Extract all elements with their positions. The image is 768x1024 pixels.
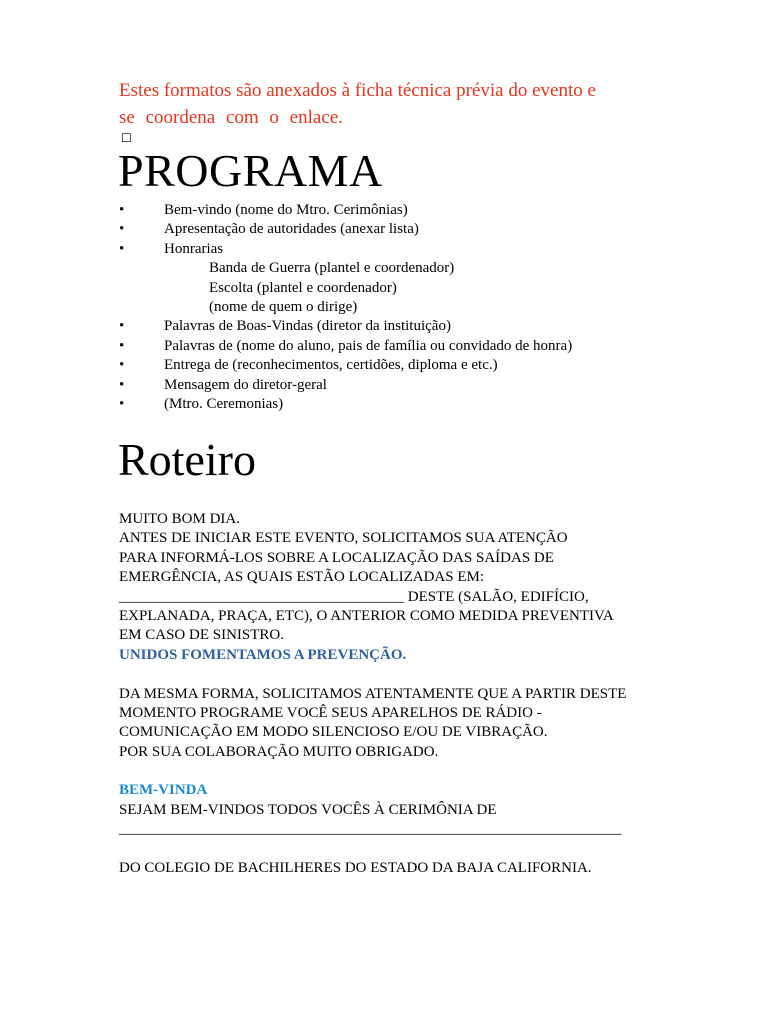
text-line: MUITO BOM DIA. <box>119 511 240 527</box>
roteiro-paragraph-3 <box>119 801 679 840</box>
bullet-icon: • <box>119 357 125 374</box>
programa-item-text: Banda de Guerra (plantel e coordenador) <box>209 260 455 277</box>
programa-item-text: Entrega de (reconhecimentos, certidões, diploma e etc.) <box>164 357 498 374</box>
text-line: SEJAM BEM-VINDOS TODOS VOCÊS À CERIMÔNIA DE <box>119 801 497 818</box>
programa-item-text: (Mtro. Ceremonias) <box>164 396 284 413</box>
bullet-icon: • <box>119 318 125 335</box>
programa-subitem <box>119 298 719 317</box>
programa-subitem <box>119 259 719 278</box>
programa-item <box>119 356 719 375</box>
intro-line-1: Estes formatos são anexados à ficha técnica prévia do evento e <box>119 80 596 101</box>
welcome-highlight: BEM-VINDA <box>119 782 208 799</box>
programa-item <box>119 220 719 239</box>
text-line: EM CASO DE SINISTRO. <box>119 627 285 644</box>
spacer <box>119 840 679 859</box>
bullet-icon: • <box>119 376 125 393</box>
spacer <box>119 665 679 684</box>
placeholder-glyph-icon: ☐ <box>121 131 132 145</box>
programa-item <box>119 395 719 414</box>
bullet-icon: • <box>119 221 125 238</box>
programa-list <box>119 201 719 414</box>
programa-item <box>119 201 719 220</box>
programa-item <box>119 240 719 259</box>
spacer <box>119 762 679 781</box>
text-line: COMUNICAÇÃO EM MODO SILENCIOSO E/OU DE VIBRAÇÃO. <box>119 724 548 741</box>
programa-subitem <box>119 279 719 298</box>
programa-item-text: Palavras de (nome do aluno, pais de família ou convidado de honra) <box>164 337 573 354</box>
programa-heading: PROGRAMA <box>118 145 383 196</box>
bullet-icon: • <box>119 396 125 413</box>
bullet-icon: • <box>119 337 125 354</box>
bullet-icon: • <box>119 202 125 218</box>
intro-note <box>119 77 639 131</box>
prevention-highlight: UNIDOS FOMENTAMOS A PREVENÇÃO. <box>119 646 407 663</box>
programa-item-text: Apresentação de autoridades (anexar lista) <box>164 221 419 238</box>
text-line: ANTES DE INICIAR ESTE EVENTO, SOLICITAMOS SUA ATENÇÃO <box>119 530 568 547</box>
text-line: ___________________________________________________________________ <box>119 821 622 838</box>
intro-line-2: se coordena com o enlace. <box>119 107 343 128</box>
text-line: PARA INFORMÁ-LOS SOBRE A LOCALIZAÇÃO DAS SAÍDAS DE <box>119 549 554 566</box>
roteiro-paragraph-2 <box>119 685 679 763</box>
programa-item <box>119 376 719 395</box>
text-line: EXPLANADA, PRAÇA, ETC), O ANTERIOR COMO MEDIDA PREVENTIVA <box>119 607 614 624</box>
programa-item <box>119 337 719 356</box>
programa-item-text: Escolta (plantel e coordenador) <box>209 279 397 296</box>
roteiro-heading: Roteiro <box>118 434 256 485</box>
text-line: MOMENTO PROGRAME VOCÊ SEUS APARELHOS DE RÁDIO - <box>119 704 542 721</box>
text-line: POR SUA COLABORAÇÃO MUITO OBRIGADO. <box>119 743 439 760</box>
programa-item-text: Mensagem do diretor-geral <box>164 376 327 393</box>
roteiro-body <box>119 510 679 878</box>
text-line: DA MESMA FORMA, SOLICITAMOS ATENTAMENTE QUE A PARTIR DESTE <box>119 685 627 702</box>
programa-item-text: Honrarias <box>164 240 224 257</box>
programa-item-text: (nome de quem o dirige) <box>209 299 358 316</box>
bullet-icon: • <box>119 240 125 257</box>
programa-item-text: Palavras de Boas-Vindas (diretor da instituição) <box>164 318 451 335</box>
roteiro-paragraph-1 <box>119 510 679 646</box>
programa-item-text: Bem-vindo (nome do Mtro. Cerimônias) <box>164 202 408 218</box>
roteiro-paragraph-4: DO COLEGIO DE BACHILHERES DO ESTADO DA BAJA CALIFORNIA. <box>119 860 592 877</box>
text-line: ______________________________________ DESTE (SALÃO, EDIFÍCIO, <box>119 588 589 605</box>
programa-item <box>119 317 719 336</box>
text-line: EMERGÊNCIA, AS QUAIS ESTÃO LOCALIZADAS EM: <box>119 569 485 586</box>
